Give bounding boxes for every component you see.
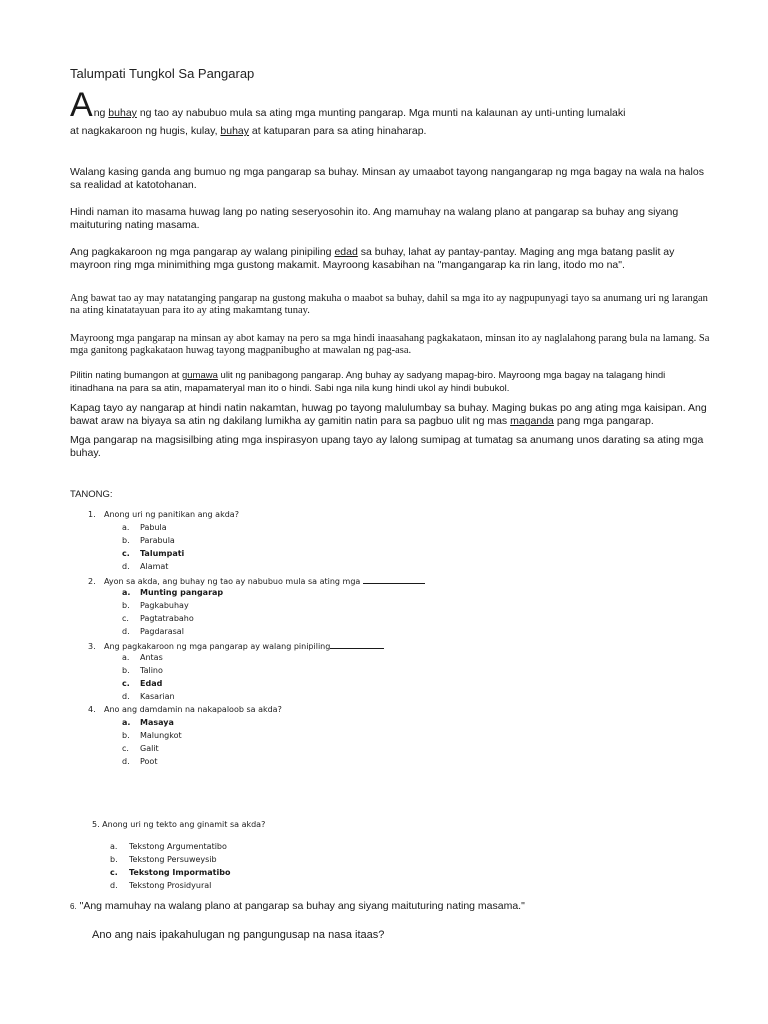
q1-option-d: d. Alamat	[122, 562, 169, 571]
intro-line-1: ng buhay ng tao ay nabubuo mula sa ating mga munting pangarap. Mga munti na kalaunan ay unti-unting lumalaki	[93, 107, 626, 119]
q5-option-a: a. Tekstong Argumentatibo	[110, 842, 227, 851]
q2-option-c: c. Pagtatrabaho	[122, 614, 194, 623]
question-4: 4. Ano ang damdamin na nakapaloob sa akda?	[88, 705, 282, 714]
q2-option-b: b. Pagkabuhay	[122, 601, 189, 610]
q3-option-b: b. Talino	[122, 666, 163, 675]
intro-paragraph	[70, 86, 710, 140]
question-2: 2. Ayon sa akda, ang buhay ng tao ay nabubuo mula sa ating mga	[88, 575, 425, 586]
paragraph-7: Pilitin nating bumangon at gumawa ulit ng panibagong pangarap. Ang buhay ay sadyang mapag-biro. Mayroong mga bagay na talagang hindi itinadhana na para sa atin, mapamateryal man ito o hindi. Sabi nga nila kung hindi ukol ay hindi bubukol.	[70, 370, 666, 394]
q5-option-d: d. Tekstong Prosidyural	[110, 881, 212, 890]
q4-option-a: a. Masaya	[122, 718, 174, 727]
page-title: Talumpati Tungkol Sa Pangarap	[70, 66, 255, 81]
q4-option-c: c. Galit	[122, 744, 159, 753]
drop-cap: A	[70, 86, 93, 124]
q5-option-b: b. Tekstong Persuweysib	[110, 855, 217, 864]
q3-option-c: c. Edad	[122, 679, 163, 688]
paragraph-6: Mayroong mga pangarap na minsan ay abot kamay na pero sa mga hindi inaasahang pagkakataon, minsan ito ay naglalahong parang bula na lamang. Sa mga ganitong pagkakataon huwag tayong magpanibugho at mawalan ng pag-asa.	[70, 333, 710, 356]
q4-option-d: d. Poot	[122, 757, 158, 766]
paragraph-3: Hindi naman ito masama huwag lang po nating seseryosohin ito. Ang mamuhay na walang plano at pangarap sa buhay ang siyang maituturing nating masama.	[70, 206, 679, 231]
paragraph-9: Mga pangarap na magsisilbing ating mga inspirasyon upang tayo ay lalong sumipag at tumatag sa anumang unos darating sa ating mga buhay.	[70, 434, 704, 459]
questions-heading: TANONG:	[70, 489, 113, 500]
paragraph-4: Ang pagkakaroon ng mga pangarap ay walang pinipiling edad sa buhay, lahat ay pantay-pantay. Maging ang mga batang paslit ay mayroon ring mga minimithing mga gustong makamit. Mayroong kasabihan na "mangangarap ka rin lang, itodo mo na".	[70, 246, 675, 271]
q3-option-a: a. Antas	[122, 653, 163, 662]
paragraph-5: Ang bawat tao ay may natatanging pangarap na gustong makuha o maabot sa buhay, dahil sa mga ito ay nagpupunyagi tayo sa anumang uri ng larangan na ating kinatatayuan para ito ay ating makamtang tunay.	[70, 293, 708, 316]
question-1: 1. Anong uri ng panitikan ang akda?	[88, 510, 239, 519]
q1-option-a: a. Pabula	[122, 523, 167, 532]
answer-blank	[330, 640, 384, 649]
question-6: 6. "Ang mamuhay na walang plano at pangarap sa buhay ang siyang maituturing nating masama."	[70, 900, 525, 912]
question-5: 5. Anong uri ng tekto ang ginamit sa akda?	[92, 820, 266, 829]
q1-option-b: b. Parabula	[122, 536, 175, 545]
paragraph-2: Walang kasing ganda ang bumuo ng mga pangarap sa buhay. Minsan ay umaabot tayong nangangarap ng mga bagay na wala na halos sa realidad at katotohanan.	[70, 166, 704, 191]
q4-option-b: b. Malungkot	[122, 731, 182, 740]
intro-line-2: at nagkakaroon ng hugis, kulay, buhay at katuparan para sa ating hinaharap.	[70, 125, 427, 137]
q2-option-d: d. Pagdarasal	[122, 627, 184, 636]
q2-option-a: a. Munting pangarap	[122, 588, 224, 597]
question-6-follow-up: Ano ang nais ipakahulugan ng pangungusap na nasa itaas?	[92, 929, 385, 941]
answer-blank	[363, 575, 425, 584]
q5-option-c: c. Tekstong Impormatibo	[110, 868, 231, 877]
question-3: 3. Ang pagkakaroon ng mga pangarap ay walang pinipiling	[88, 640, 384, 651]
q1-option-c: c. Talumpati	[122, 549, 185, 558]
paragraph-8: Kapag tayo ay nangarap at hindi natin nakamtan, huwag po tayong malulumbay sa buhay. Maging bukas po ang ating mga kaisipan. Ang bawat araw na biyaya sa atin ng dakilang lumikha ay gamitin natin para sa pagbuo ulit ng mas maganda pang mga pangarap.	[70, 402, 707, 427]
q3-option-d: d. Kasarian	[122, 692, 175, 701]
